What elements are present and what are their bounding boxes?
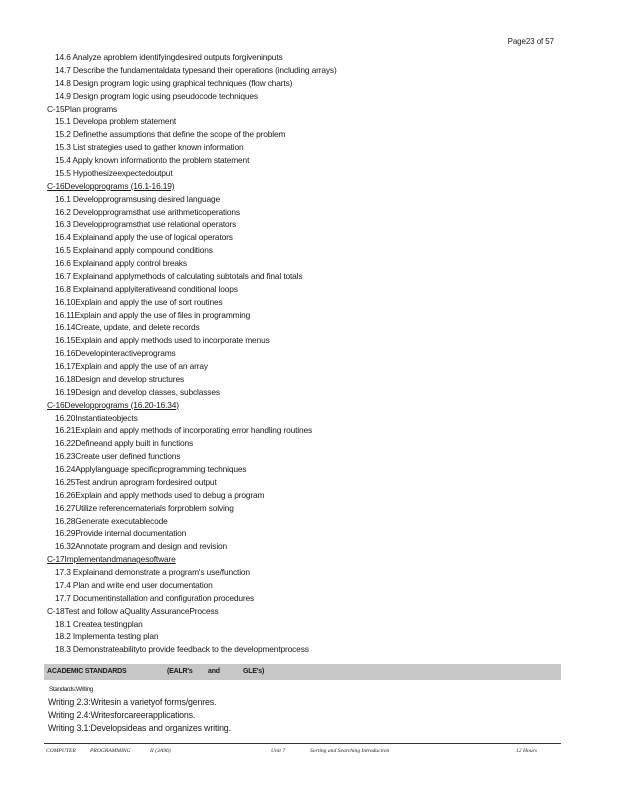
footer-hours: 12 Hours bbox=[516, 748, 537, 754]
outline-item bbox=[47, 579, 567, 592]
outline-item-text: 17.4 Plan and write end user documentation bbox=[55, 579, 213, 590]
outline-item-text: 16.23Create user defined functions bbox=[55, 451, 181, 462]
outline-item-text: 16.20Instantiateobjects bbox=[55, 412, 138, 423]
outline-item-text: 16.25Test andrun aprogram fordesired output bbox=[55, 476, 217, 487]
outline-item-text: 16.27Utilize referencematerials forproblem solving bbox=[55, 502, 234, 513]
footer-unit: Unit 7 bbox=[271, 748, 286, 754]
competency-outline bbox=[47, 51, 567, 656]
outline-item bbox=[47, 424, 567, 437]
outline-item-text: 16.26Explain and apply methods used to debug a program bbox=[55, 489, 265, 500]
outline-item bbox=[47, 476, 567, 489]
outline-item bbox=[47, 463, 567, 476]
standards-bar-title: ACADEMIC STANDARDS bbox=[47, 668, 127, 675]
outline-item-text: 18.1 Createa testingplan bbox=[55, 618, 143, 629]
outline-item-text: 18.3 Demonstrateabilityto provide feedback to the developmentprocess bbox=[55, 644, 309, 655]
outline-item-text: 15.4 Apply known informationto the problem statement bbox=[55, 155, 250, 165]
outline-item bbox=[47, 167, 567, 180]
outline-item bbox=[47, 630, 567, 643]
outline-item-text: 17.3 Explainand demonstrate a program's use/function bbox=[55, 567, 250, 577]
outline-item-text: 17.7 Documentinstallation and configuration procedures bbox=[55, 592, 255, 603]
outline-item bbox=[47, 360, 567, 373]
footer-topic: Sorting and Searching Introduction bbox=[310, 748, 390, 754]
outline-item bbox=[47, 540, 567, 553]
outline-item-text: 16.18Design and develop structures bbox=[55, 373, 184, 384]
outline-item bbox=[47, 347, 567, 360]
outline-item-text: 16.7 Explainand applymethods of calculating subtotals and final totals bbox=[55, 270, 303, 281]
outline-item-text: 15.1 Developa problem statement bbox=[55, 116, 177, 127]
outline-item bbox=[47, 77, 567, 90]
outline-item-text: 16.3 Developprogramsthat use relational operators bbox=[55, 219, 237, 230]
outline-item bbox=[47, 309, 567, 322]
outline-item-text: 16.1 Developprogramsusing desired language bbox=[55, 193, 221, 204]
outline-item bbox=[47, 502, 567, 515]
outline-item-text: C-18Test and follow aQuality AssuranceProcess bbox=[47, 605, 219, 616]
outline-item bbox=[47, 206, 567, 219]
outline-item-text: 16.24Applylanguage specificprogramming techniques bbox=[55, 464, 247, 474]
outline-item-text: 18.2 Implementa testing plan bbox=[55, 631, 159, 642]
outline-item-text: C-15Plan programs bbox=[47, 103, 118, 114]
outline-item bbox=[47, 437, 567, 450]
outline-item-text: 16.16Developinteractiveprograms bbox=[55, 348, 176, 359]
outline-item-text: 15.5 Hypothesizeexpectedoutput bbox=[55, 167, 173, 178]
outline-item-text: 15.3 List strategies used to gather known information bbox=[55, 142, 244, 153]
outline-item-text: 16.29Provide internal documentation bbox=[55, 528, 187, 539]
outline-item-text: 16.19Design and develop classes, subclasses bbox=[55, 386, 220, 397]
outline-item bbox=[47, 527, 567, 540]
footer-divider bbox=[44, 743, 561, 744]
outline-item-text: 16.32Annotate program and design and revision bbox=[55, 541, 228, 552]
outline-item bbox=[47, 64, 567, 77]
outline-item bbox=[47, 566, 567, 579]
outline-item-text: 14.8 Design program logic using graphical techniques (flow charts) bbox=[55, 77, 293, 88]
outline-item bbox=[47, 154, 567, 167]
outline-item-text: 16.8 Explainand applyiterativeand conditional loops bbox=[55, 283, 238, 294]
writing-standards-list bbox=[48, 696, 231, 735]
outline-item-text: 16.28Generate executablecode bbox=[55, 515, 168, 526]
outline-item bbox=[47, 257, 567, 270]
outline-item bbox=[47, 515, 567, 528]
page-number: Page23 of 57 bbox=[507, 37, 554, 46]
footer-course: COMPUTER bbox=[46, 748, 76, 754]
outline-heading bbox=[47, 180, 567, 193]
outline-heading bbox=[47, 103, 567, 116]
outline-item bbox=[47, 128, 567, 141]
outline-item-text: 16.6 Explainand apply control breaks bbox=[55, 258, 187, 268]
outline-item bbox=[47, 244, 567, 257]
standards-bar-ealr: (EALR's bbox=[167, 668, 193, 675]
outline-item-text: C-16Developprograms (16.20-16.34) bbox=[47, 399, 179, 410]
outline-item bbox=[47, 618, 567, 631]
outline-item bbox=[47, 321, 567, 334]
outline-heading bbox=[47, 605, 567, 618]
footer-course2: PROGRAMMING bbox=[90, 748, 131, 754]
standards-bar-and: and bbox=[208, 668, 220, 675]
academic-standards-bar bbox=[44, 664, 561, 680]
outline-item bbox=[47, 193, 567, 206]
outline-item-text: 14.6 Analyze aproblem identifyingdesired outputs forgiveninputs bbox=[55, 52, 283, 62]
outline-item bbox=[47, 450, 567, 463]
outline-item-text: 14.7 Describe the fundamentaldata typesand their operations (including arrays) bbox=[55, 64, 337, 75]
outline-item-text: 16.5 Explainand apply compound conditions bbox=[55, 245, 213, 256]
outline-item bbox=[47, 386, 567, 399]
outline-item bbox=[47, 141, 567, 154]
outline-item-text: 15.2 Definethe assumptions that define the scope of the problem bbox=[55, 129, 286, 140]
outline-item bbox=[47, 412, 567, 425]
outline-item-text: 16.4 Explainand apply the use of logical operators bbox=[55, 232, 233, 243]
outline-item-text: C-17Implementandmanagesoftware bbox=[47, 554, 176, 565]
outline-item bbox=[47, 296, 567, 309]
outline-heading bbox=[47, 553, 567, 566]
footer-level: II (3A96) bbox=[150, 748, 171, 754]
outline-item-text: 16.21Explain and apply methods of incorporating error handling routines bbox=[55, 425, 313, 436]
outline-item-text: 16.15Explain and apply methods used to incorporate menus bbox=[55, 335, 270, 346]
outline-item bbox=[47, 270, 567, 283]
standards-writing-label: Standards:Writing bbox=[49, 686, 93, 693]
outline-item-text: 16.10Explain and apply the use of sort routines bbox=[55, 296, 223, 307]
outline-item-text: 16.2 Developprogramsthat use arithmeticoperations bbox=[55, 206, 240, 217]
outline-item-text: 14.9 Design program logic using pseudocode techniques bbox=[55, 90, 258, 101]
outline-item-text: 16.11Explain and apply the use of files in programming bbox=[55, 309, 251, 320]
outline-item bbox=[47, 643, 567, 656]
outline-item bbox=[47, 373, 567, 386]
outline-item-text: 16.17Explain and apply the use of an array bbox=[55, 361, 208, 371]
outline-item bbox=[47, 283, 567, 296]
outline-item bbox=[47, 489, 567, 502]
outline-heading bbox=[47, 399, 567, 412]
outline-item-text: 16.22Defineand apply built in functions bbox=[55, 438, 194, 449]
outline-item bbox=[47, 592, 567, 605]
outline-item bbox=[47, 51, 567, 64]
outline-item-text: C-16Developprograms (16.1-16.19) bbox=[47, 180, 175, 191]
standards-bar-gle: GLE's) bbox=[243, 668, 265, 675]
outline-item bbox=[47, 334, 567, 347]
outline-item-text: 16.14Create, update, and delete records bbox=[55, 322, 200, 333]
outline-item bbox=[47, 115, 567, 128]
writing-standard: Writing 2.4:Writesforcareerapplications. bbox=[48, 710, 196, 720]
writing-standard: Writing 2.3:Writesin a varietyof forms/genres. bbox=[48, 697, 217, 707]
writing-standard: Writing 3.1:Developsideas and organizes writing. bbox=[48, 723, 231, 733]
outline-item bbox=[47, 218, 567, 231]
outline-item bbox=[47, 90, 567, 103]
outline-item bbox=[47, 231, 567, 244]
